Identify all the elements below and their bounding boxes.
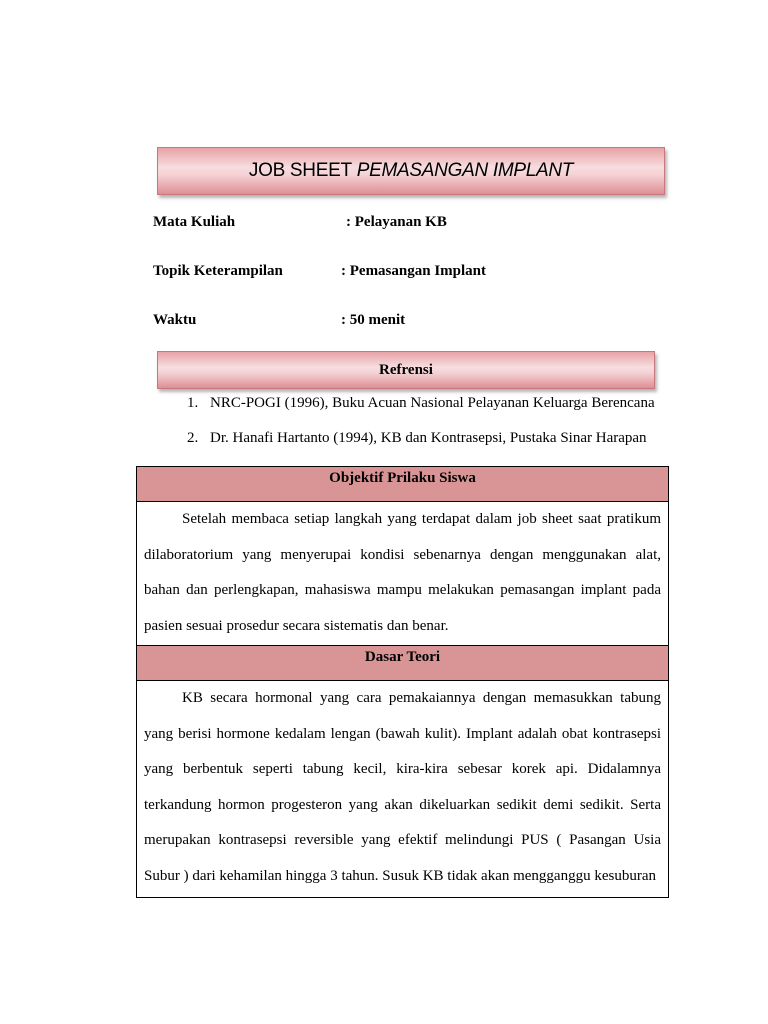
list-item-number: 2. bbox=[187, 430, 199, 446]
title-prefix: JOB SHEET bbox=[248, 160, 352, 181]
references-heading-banner bbox=[157, 351, 655, 389]
meta-value: : Pelayanan KB bbox=[346, 214, 447, 230]
job-sheet-title-banner bbox=[157, 147, 665, 195]
dasar-teori-body: KB secara hormonal yang cara pemakaiannya dengan memasukkan tabung yang berisi hormone kedalam lengan (bawah kulit). Implant adalah obat kontrasepsi yang berbentuk seperti tabung kecil, kira-kira sebesar korek api. Didalamnya terkandung hormon progesteron yang akan dikeluarkan sedikit demi sedikit. Serta merupakan kontrasepsi reversible yang efektif melindungi PUS ( Pasangan Usia Subur ) dari kehamilan hingga 3 tahun. Susuk KB tidak akan mengganggu kesuburan bbox=[144, 690, 661, 884]
meta-value: : 50 menit bbox=[341, 312, 406, 328]
objektif-heading: Objektif Prilaku Siswa bbox=[329, 470, 476, 486]
title-italic: PEMASANGAN IMPLANT bbox=[356, 160, 574, 181]
list-item-number: 1. bbox=[187, 395, 199, 411]
references-heading: Refrensi bbox=[379, 361, 433, 378]
dasar-teori-header bbox=[137, 646, 668, 681]
dasar-teori-heading: Dasar Teori bbox=[364, 649, 441, 665]
objektif-body: Setelah membaca setiap langkah yang terdapat dalam job sheet saat pratikum dilaboratorium yang menyerupai kondisi sebenarnya dengan menggunakan alat, bahan dan perlengkapan, mahasiswa mampu melakukan pemasangan implant pada pasien sesuai prosedur secara sistematis dan benar. bbox=[137, 502, 668, 646]
meta-label: Mata Kuliah bbox=[153, 214, 236, 230]
meta-label: Waktu bbox=[153, 312, 197, 328]
list-item-text: NRC-POGI (1996), Buku Acuan Nasional Pelayanan Keluarga Berencana bbox=[210, 395, 655, 411]
content-table bbox=[136, 466, 669, 898]
meta-label: Topik Keterampilan bbox=[153, 263, 283, 279]
list-item-text: Dr. Hanafi Hartanto (1994), KB dan Kontrasepsi, Pustaka Sinar Harapan bbox=[210, 430, 647, 446]
meta-value: : Pemasangan Implant bbox=[341, 263, 487, 279]
objektif-header bbox=[137, 467, 668, 502]
